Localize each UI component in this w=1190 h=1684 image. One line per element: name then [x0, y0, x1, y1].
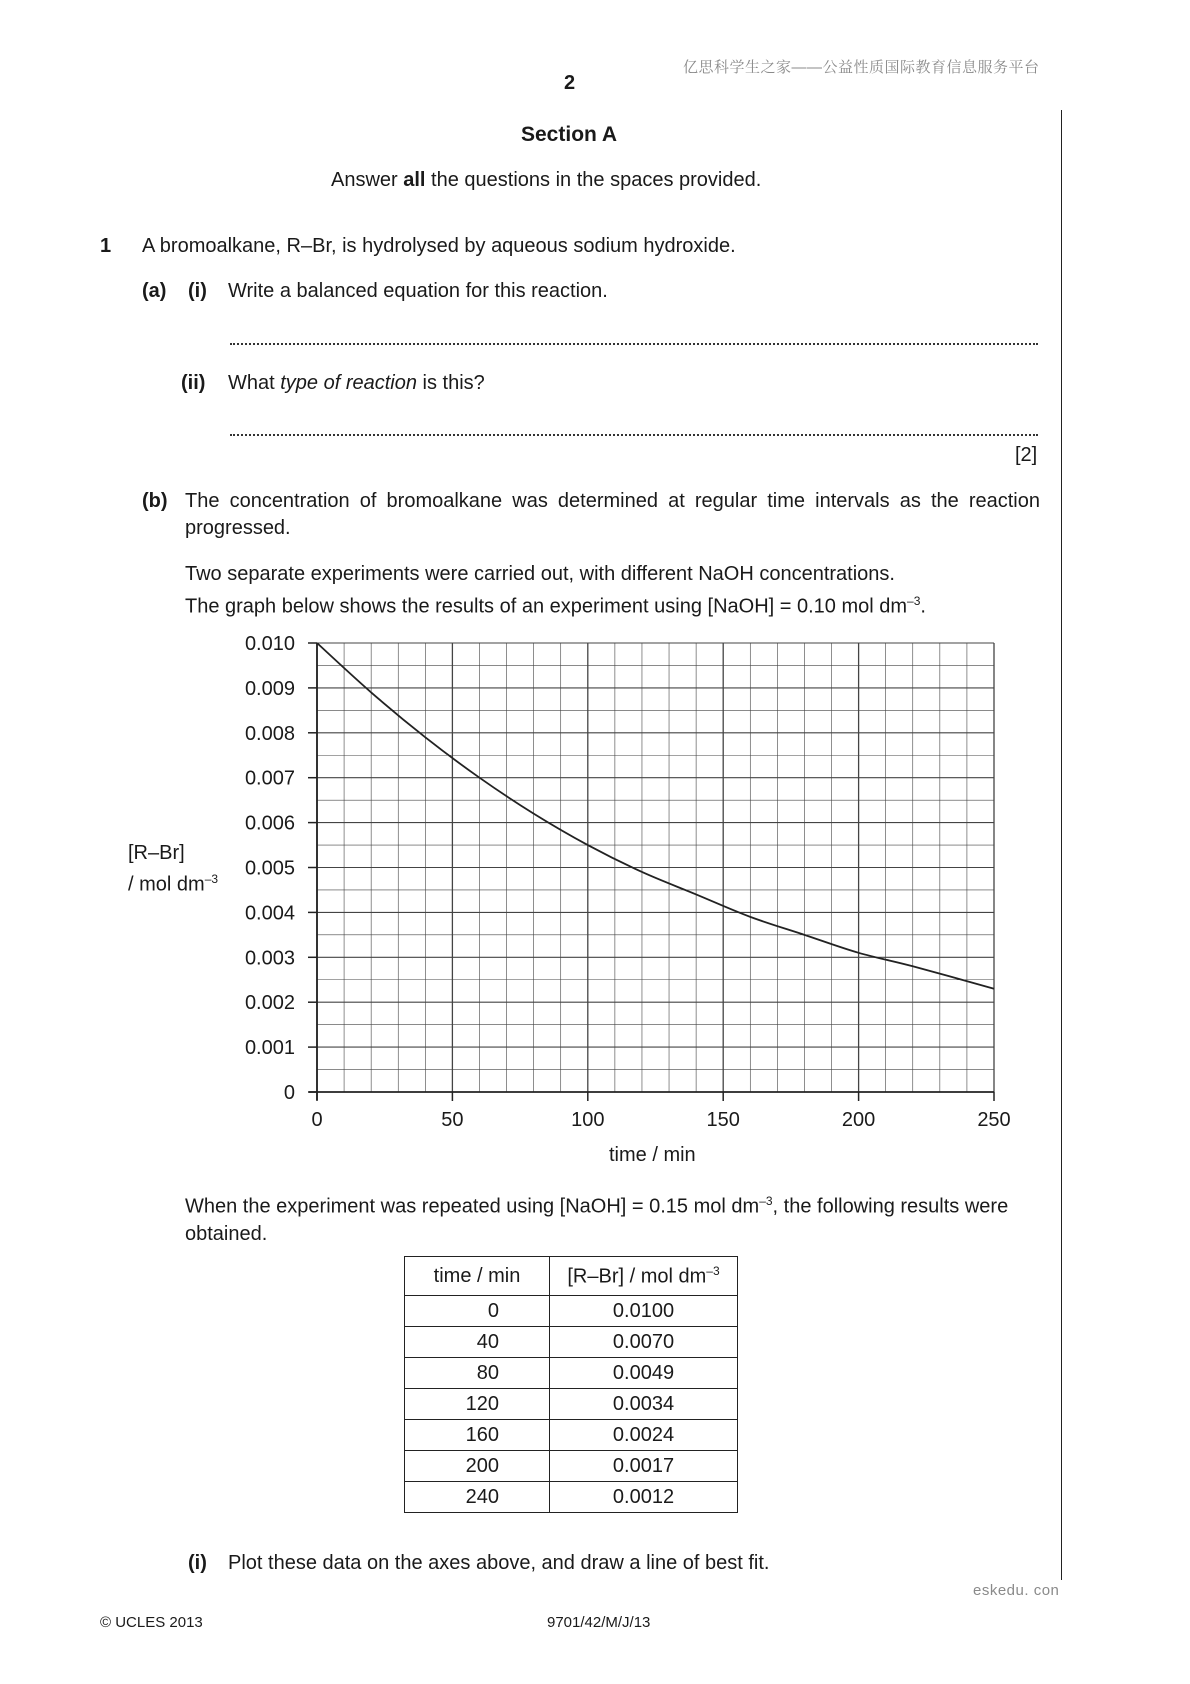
- part-a-i-text: Write a balanced equation for this reaction.: [228, 280, 608, 302]
- section-title: Section A: [521, 123, 618, 146]
- part-b-line1: Two separate experiments were carried out, with different NaOH concentrations.: [185, 563, 895, 585]
- table-row: [405, 1296, 738, 1327]
- part-a-ii-post: is this?: [417, 372, 485, 394]
- table-cell-conc: 0.0070: [550, 1327, 738, 1358]
- part-b-label: (b): [142, 490, 168, 512]
- table-header-conc-sup: –3: [706, 1263, 720, 1278]
- x-tick-label: 150: [706, 1109, 740, 1131]
- y-tick-label: 0.007: [244, 767, 295, 790]
- y-tick-label: 0: [283, 1082, 295, 1104]
- y-tick-label: 0.009: [244, 677, 295, 700]
- table-row: [405, 1451, 738, 1482]
- part-a-label: (a): [142, 280, 167, 302]
- y-tick-label: 0.008: [244, 722, 295, 745]
- table-cell-time: 200: [405, 1451, 550, 1482]
- repeat-text-end: , the following results were obtained.: [185, 1195, 1009, 1245]
- x-tick-label: 200: [841, 1109, 876, 1131]
- table-cell-conc: 0.0034: [550, 1389, 738, 1420]
- table-cell-conc: 0.0100: [550, 1296, 738, 1327]
- part-b-i-label: (i): [188, 1552, 207, 1574]
- part-b-text: The concentration of bromoalkane was determined at regular time intervals as the reaction progressed.: [185, 490, 1040, 539]
- watermark-top: 亿思科学生之家——公益性质国际教育信息服务平台: [683, 59, 1040, 76]
- table-row: [405, 1420, 738, 1451]
- repeat-text-main: When the experiment was repeated using [NaOH] = 0.15 mol dm: [185, 1195, 760, 1218]
- table-cell-conc: 0.0012: [550, 1482, 738, 1513]
- part-a-i-label: (i): [188, 280, 207, 302]
- footer-copyright: © UCLES 2013: [100, 1614, 203, 1631]
- y-tick-label: 0.004: [244, 902, 295, 925]
- table-cell-time: 40: [405, 1327, 550, 1358]
- y-tick-label: 0.006: [244, 812, 295, 835]
- table-cell-time: 0: [405, 1296, 550, 1327]
- instruction-pre: Answer: [331, 169, 404, 191]
- table-cell-conc: 0.0049: [550, 1358, 738, 1389]
- x-tick-label: 0: [311, 1109, 323, 1131]
- part-b-i-text: Plot these data on the axes above, and draw a line of best fit.: [228, 1552, 770, 1574]
- x-tick-label: 100: [571, 1109, 605, 1131]
- table-row: [405, 1389, 738, 1420]
- table-header-time: time / min: [405, 1257, 550, 1296]
- y-tick-label: 0.003: [244, 947, 295, 970]
- table-cell-conc: 0.0017: [550, 1451, 738, 1482]
- table-cell-time: 80: [405, 1358, 550, 1389]
- part-b-line2-sup: –3: [907, 594, 921, 608]
- table-row: [405, 1327, 738, 1358]
- watermark-bottom: eskedu. con: [973, 1582, 1060, 1599]
- question-number: 1: [100, 235, 112, 257]
- table-cell-time: 240: [405, 1482, 550, 1513]
- question-stem: A bromoalkane, R–Br, is hydrolysed by aqueous sodium hydroxide.: [142, 235, 736, 257]
- y-axis-label: [128, 840, 218, 898]
- repeat-text-sup: –3: [759, 1194, 773, 1208]
- results-table: [404, 1256, 738, 1513]
- instruction-bold: all: [403, 169, 426, 191]
- instruction-post: the questions in the spaces provided.: [425, 169, 762, 191]
- table-cell-conc: 0.0024: [550, 1420, 738, 1451]
- repeat-text: [185, 1188, 1040, 1248]
- y-axis-label-line2: / mol dm: [128, 873, 205, 896]
- y-tick-label: 0.001: [244, 1037, 295, 1060]
- table-cell-time: 160: [405, 1420, 550, 1451]
- x-tick-label: 250: [977, 1109, 1011, 1131]
- part-a-ii-pre: What: [228, 372, 281, 394]
- series-line: [317, 643, 994, 989]
- y-tick-label: 0.005: [244, 857, 295, 880]
- y-axis-label-sup: –3: [204, 872, 219, 886]
- table-row: [405, 1358, 738, 1389]
- y-axis-label-line1: [R–Br]: [128, 842, 185, 864]
- x-tick-label: 50: [441, 1109, 464, 1131]
- x-axis-label: time / min: [609, 1144, 696, 1166]
- marks-a: [2]: [1015, 444, 1038, 466]
- table-row: [405, 1482, 738, 1513]
- page-number: 2: [564, 72, 576, 94]
- y-tick-label: 0.002: [244, 992, 295, 1015]
- part-a-ii-label: (ii): [181, 372, 206, 394]
- table-cell-time: 120: [405, 1389, 550, 1420]
- y-tick-label: 0.010: [244, 633, 295, 655]
- table-header-conc-text: [R–Br] / mol dm: [567, 1265, 707, 1288]
- part-a-ii-italic: type of reaction: [280, 372, 417, 394]
- part-b-line2-text: The graph below shows the results of an experiment using [NaOH] = 0.10 mol dm: [185, 595, 908, 618]
- table-header-conc: [550, 1257, 738, 1296]
- footer-code: 9701/42/M/J/13: [547, 1614, 651, 1631]
- part-b-line2-end: .: [920, 595, 926, 618]
